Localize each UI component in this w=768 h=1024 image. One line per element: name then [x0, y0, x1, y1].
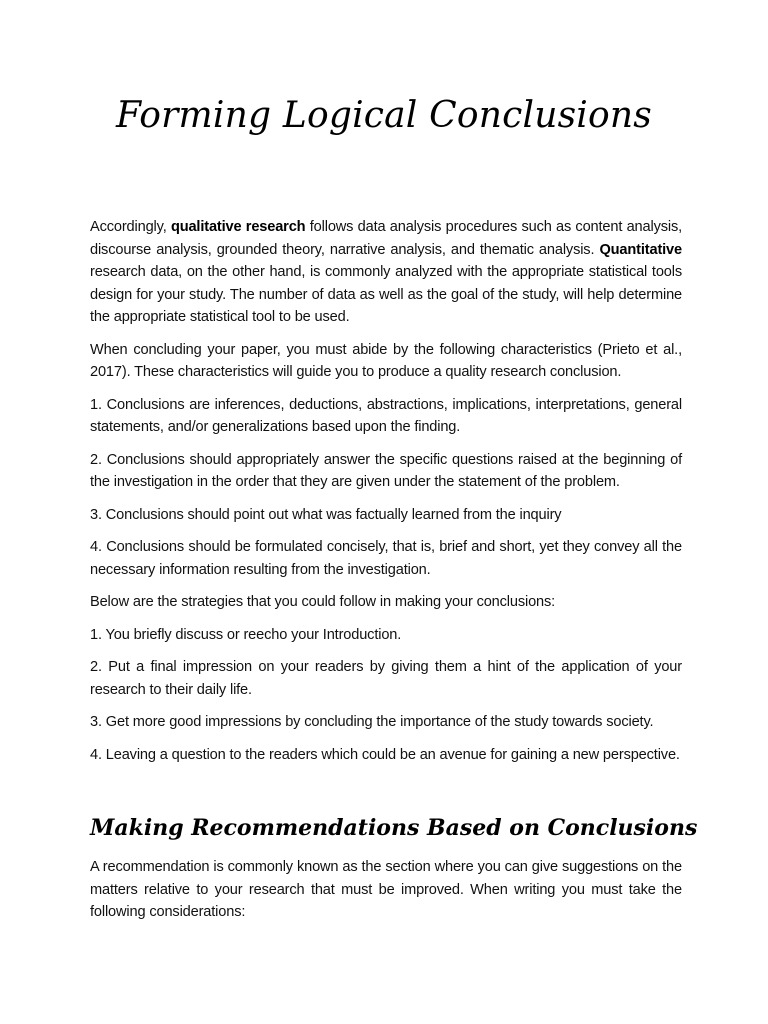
section-body-recommendations — [90, 856, 682, 934]
paragraph-characteristics-intro: When concluding your paper, you must abide by the following characteristics (Prieto et al., 2017). These characteristics will guide you to produce a quality research conclusion. — [90, 341, 682, 380]
characteristic-item-2: 2. Conclusions should appropriately answer the specific questions raised at the beginning of the investigation in the order that they are given under the statement of the problem. — [90, 451, 682, 490]
page-title: Forming Logical Conclusions — [116, 95, 652, 136]
strategy-item-1: 1. You briefly discuss or reecho your Introduction. — [90, 626, 402, 643]
body-text — [90, 216, 682, 776]
paragraph-recommendations: A recommendation is commonly known as the section where you can give suggestions on the matters relative to your research that must be improved. When writing you must take the following considerations: — [90, 859, 682, 920]
paragraph-intro — [90, 216, 682, 329]
section-heading-recommendations: Making Recommendations Based on Conclusions — [90, 815, 698, 841]
characteristic-item-4: 4. Conclusions should be formulated concisely, that is, brief and short, yet they convey all the necessary information resulting from the investigation. — [90, 539, 682, 578]
characteristic-item-3: 3. Conclusions should point out what was factually learned from the inquiry — [90, 506, 562, 523]
strategy-item-4: 4. Leaving a question to the readers which could be an avenue for gaining a new perspective. — [90, 746, 680, 763]
bold-quantitative: Quantitative — [599, 241, 682, 258]
intro-text-end: research data, on the other hand, is commonly analyzed with the appropriate statistical tools design for your study. The number of data as well as the goal of the study, will help determine the appropriate statistical tool to be used. — [90, 264, 682, 325]
paragraph-strategies-intro: Below are the strategies that you could follow in making your conclusions: — [90, 594, 556, 610]
bold-qualitative-research: qualitative research — [170, 219, 306, 235]
intro-text-start: Accordingly, — [90, 219, 171, 235]
strategy-item-2: 2. Put a final impression on your readers by giving them a hint of the application of your research to their daily life. — [90, 659, 682, 698]
characteristic-item-1: 1. Conclusions are inferences, deductions, abstractions, implications, interpretations, general statements, and/or generalizations based upon the finding. — [90, 396, 682, 435]
intro-text-middle: follows data analysis procedures such as content analysis, discourse analysis, grounded theory, narrative analysis, and thematic analysis. — [90, 219, 683, 258]
strategy-item-3: 3. Get more good impressions by concluding the importance of the study towards society. — [90, 714, 654, 730]
